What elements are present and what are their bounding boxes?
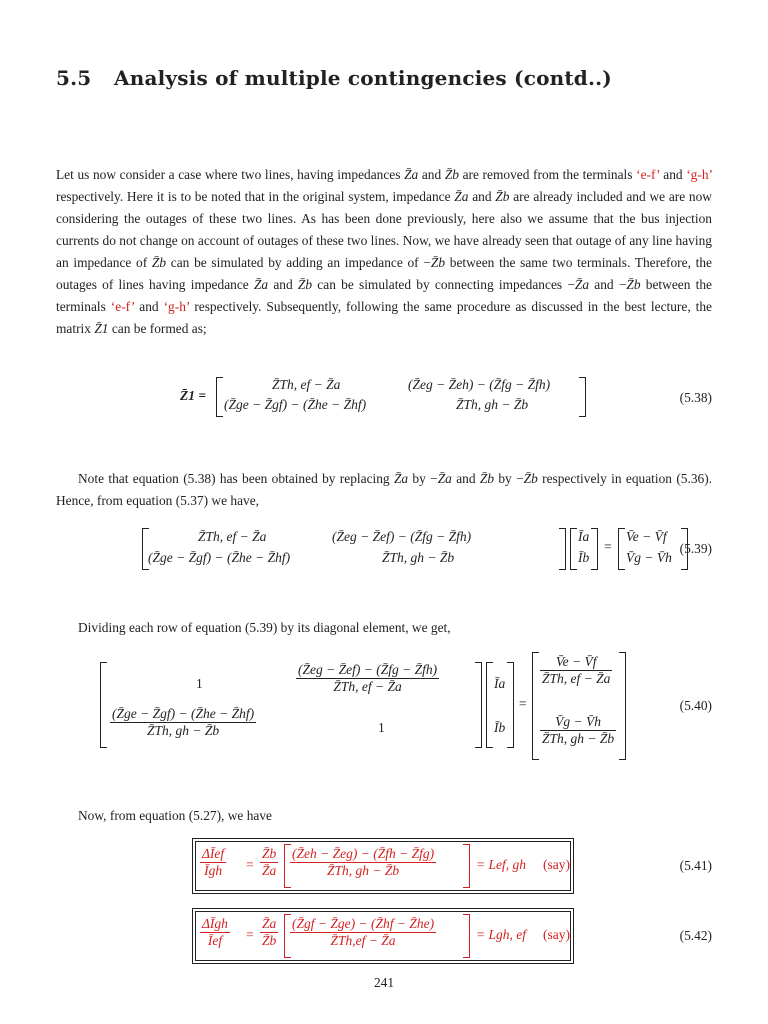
equation-5-41 <box>56 838 712 894</box>
text-run: are already included and we are now considering the outages of these two lines. As has been done previously, here also we assume that the bus injection currents do not change on account of outages of these two lines. Now, we have already seen that outage of any line having an impedance of <box>56 189 712 270</box>
eq-lhs: Z̄1 = <box>180 388 207 403</box>
equation-5-42 <box>56 908 712 964</box>
vector-entry-ia: Īa <box>494 676 506 691</box>
terminal-gh: ‘g-h’ <box>163 299 190 314</box>
fraction <box>540 714 616 747</box>
math-za: Z̄a <box>404 167 419 182</box>
matrix-cell-r2c1: (Z̄ge − Z̄gf) − (Z̄he − Z̄hf) <box>224 397 367 412</box>
denominator: Z̄Th,ef − Z̄a <box>290 932 436 949</box>
matrix-coefficients <box>142 528 566 570</box>
text-run: can be simulated by adding an impedance of − <box>166 255 431 270</box>
numerator: (Z̄eh − Z̄eg) − (Z̄fh − Z̄fg) <box>292 846 435 861</box>
equation-number: (5.39) <box>679 541 712 556</box>
fraction <box>260 846 278 879</box>
text-run: by − <box>494 471 524 486</box>
denominator: Z̄Th, ef − Z̄a <box>296 678 439 695</box>
denominator: Z̄Th, gh − Z̄b <box>290 862 436 879</box>
paragraph-intro <box>56 164 712 340</box>
terminal-ef: ‘e-f’ <box>636 167 660 182</box>
bracket-fraction <box>290 916 436 949</box>
matrix-cell-r1c1: 1 <box>196 676 203 691</box>
fraction <box>290 916 436 949</box>
vector-currents <box>570 528 598 570</box>
left-bracket <box>216 377 223 417</box>
math-zb: Z̄b <box>523 471 538 486</box>
math-zb: Z̄b <box>151 255 167 270</box>
fraction <box>296 662 439 695</box>
matrix-cell-r1c2: (Z̄eg − Z̄ef) − (Z̄fg − Z̄fh) <box>332 529 472 544</box>
section-title: Analysis of multiple contingencies (contd..) <box>114 66 612 90</box>
equals-sign: = <box>246 857 254 872</box>
eq-ratio-fraction <box>260 916 278 949</box>
eq-ratio-fraction <box>260 846 278 879</box>
matrix-cell-r2c1: (Z̄ge − Z̄gf) − (Z̄he − Z̄hf) <box>148 550 291 565</box>
fraction <box>200 916 230 949</box>
matrix-cell-r1c2 <box>296 662 439 695</box>
text-run: and − <box>589 277 627 292</box>
math-za: Z̄a <box>437 471 452 486</box>
vector-entry-ib: Īb <box>578 550 590 565</box>
fraction <box>200 846 226 879</box>
vector-entry-ia: Īa <box>578 529 590 544</box>
equation-5-38 <box>56 376 712 420</box>
math-zb: Z̄b <box>626 277 641 292</box>
equation-number: (5.41) <box>679 858 712 873</box>
math-z1: Z̄1 <box>94 321 109 336</box>
numerator: Z̄a <box>262 916 277 931</box>
text-run: between the same two terminals. Therefore, the outages of lines having impedance <box>56 255 712 292</box>
numerator: V̄e − V̄f <box>555 654 597 669</box>
equation-5-39 <box>56 526 712 574</box>
equation-content <box>200 844 570 890</box>
vector-entry-ib: Īb <box>494 720 506 735</box>
numerator: (Z̄gf − Z̄ge) − (Z̄hf − Z̄he) <box>292 916 435 931</box>
right-bracket <box>559 528 566 570</box>
text-run: can be simulated by connecting impedances − <box>312 277 575 292</box>
eq-lhs-fraction <box>200 846 226 879</box>
text-run: and <box>268 277 298 292</box>
text-run: and <box>659 167 687 182</box>
fraction <box>290 846 436 879</box>
denominator: Īgh <box>200 862 226 879</box>
say-label: (say) <box>543 857 570 872</box>
math-zb: Z̄b <box>495 189 510 204</box>
bracket-fraction <box>290 846 436 879</box>
equation-number: (5.40) <box>679 698 712 713</box>
vector-entry-v2: V̄g − V̄h <box>626 550 672 565</box>
text-run: and <box>468 189 496 204</box>
denominator: Z̄b <box>262 933 277 948</box>
math-za: Z̄a <box>454 189 469 204</box>
matrix-cell-r2c2: Z̄Th, gh − Z̄b <box>456 397 529 412</box>
vector-entry-2 <box>540 714 616 747</box>
text-run: and <box>418 167 445 182</box>
text-run: and <box>134 299 164 314</box>
fraction <box>260 916 278 949</box>
numerator: Z̄b <box>262 846 277 861</box>
denominator: Z̄Th, gh − Z̄b <box>542 731 615 746</box>
denominator: Z̄a <box>262 863 277 878</box>
equals-sign: = <box>604 539 612 554</box>
text-run: by − <box>408 471 438 486</box>
text-run: Note that equation (5.38) has been obtained by replacing <box>78 471 394 486</box>
math-za: Z̄a <box>574 277 590 292</box>
left-bracket <box>532 652 539 760</box>
equals-sign: = <box>246 927 254 942</box>
text-run: between the terminals <box>56 277 712 314</box>
math-zb: Z̄b <box>444 167 459 182</box>
right-bracket <box>463 914 470 958</box>
text-run: can be formed as; <box>108 321 207 336</box>
fraction <box>540 654 612 687</box>
math-zb: Z̄b <box>479 471 495 486</box>
equation-5-40 <box>56 652 712 762</box>
paragraph-note <box>56 468 712 512</box>
math-za: Z̄a <box>393 471 409 486</box>
math-za: Z̄a <box>253 277 269 292</box>
numerator: (Z̄ge − Z̄gf) − (Z̄he − Z̄hf) <box>112 706 255 721</box>
right-bracket <box>507 662 514 748</box>
matrix-cell-r2c1 <box>110 706 256 739</box>
vector-entry-1 <box>540 654 612 687</box>
bracket-term <box>284 914 470 958</box>
equation-content <box>200 914 570 960</box>
math-zb: Z̄b <box>430 255 446 270</box>
eq-rhs: = Lef, gh <box>476 857 526 872</box>
page-number: 241 <box>373 975 395 990</box>
text-run: are removed from the terminals <box>458 167 637 182</box>
text-run: and <box>451 471 480 486</box>
bracket-term <box>284 844 470 888</box>
denominator: Z̄Th, ef − Z̄a <box>542 671 611 686</box>
eq-lhs-fraction <box>200 916 230 949</box>
eq-rhs: = Lgh, ef <box>476 927 526 942</box>
text-run: respectively. Here it is to be noted that in the original system, impedance <box>56 189 455 204</box>
section-heading <box>56 66 612 90</box>
left-bracket <box>618 528 625 570</box>
fraction <box>110 706 256 739</box>
text-run: respectively. Subsequently, following the same procedure as discussed in the best lecture, the matrix <box>56 299 712 336</box>
right-bracket <box>619 652 626 760</box>
right-bracket <box>579 377 586 417</box>
equals-sign: = <box>519 696 527 711</box>
left-bracket <box>570 528 577 570</box>
terminal-ef: ‘e-f’ <box>110 299 135 314</box>
vector-currents <box>486 662 514 748</box>
matrix-cell-r1c1: Z̄Th, ef − Z̄a <box>198 529 267 544</box>
text-run: respectively in equation (5.36). Hence, from equation (5.37) we have, <box>56 471 713 508</box>
equation-number: (5.38) <box>679 390 712 405</box>
vector-voltages <box>618 528 688 570</box>
right-bracket <box>591 528 598 570</box>
terminal-gh: ‘g-h’ <box>686 167 712 182</box>
say-label: (say) <box>543 927 570 942</box>
paragraph-dividing: Dividing each row of equation (5.39) by its diagonal element, we get, <box>78 620 451 635</box>
matrix-cell-r2c2: Z̄Th, gh − Z̄b <box>382 550 455 565</box>
denominator: Z̄Th, gh − Z̄b <box>110 722 256 739</box>
matrix-cell-r1c1: Z̄Th, ef − Z̄a <box>272 377 341 392</box>
matrix-cell-r2c2: 1 <box>378 720 385 735</box>
vector-entry-v1: V̄e − V̄f <box>626 529 667 544</box>
matrix-normalized <box>100 662 482 748</box>
paragraph-now: Now, from equation (5.27), we have <box>78 808 272 823</box>
numerator: ΔĪef <box>202 846 225 861</box>
right-bracket <box>475 662 482 748</box>
left-bracket <box>486 662 493 748</box>
left-bracket <box>100 662 107 748</box>
matrix-cell-r1c2: (Z̄eg − Z̄eh) − (Z̄fg − Z̄fh) <box>408 377 551 392</box>
right-bracket <box>463 844 470 888</box>
text-run: Let us now consider a case where two lines, having impedances <box>56 167 405 182</box>
equation-number: (5.42) <box>679 928 712 943</box>
matrix-z1 <box>216 377 586 417</box>
vector-normalized-voltages <box>532 652 626 760</box>
numerator: ΔĪgh <box>202 916 228 931</box>
numerator: (Z̄eg − Z̄ef) − (Z̄fg − Z̄fh) <box>298 662 438 677</box>
denominator: Īef <box>200 932 230 949</box>
section-number: 5.5 <box>56 66 92 90</box>
math-zb: Z̄b <box>297 277 313 292</box>
numerator: V̄g − V̄h <box>555 714 601 729</box>
